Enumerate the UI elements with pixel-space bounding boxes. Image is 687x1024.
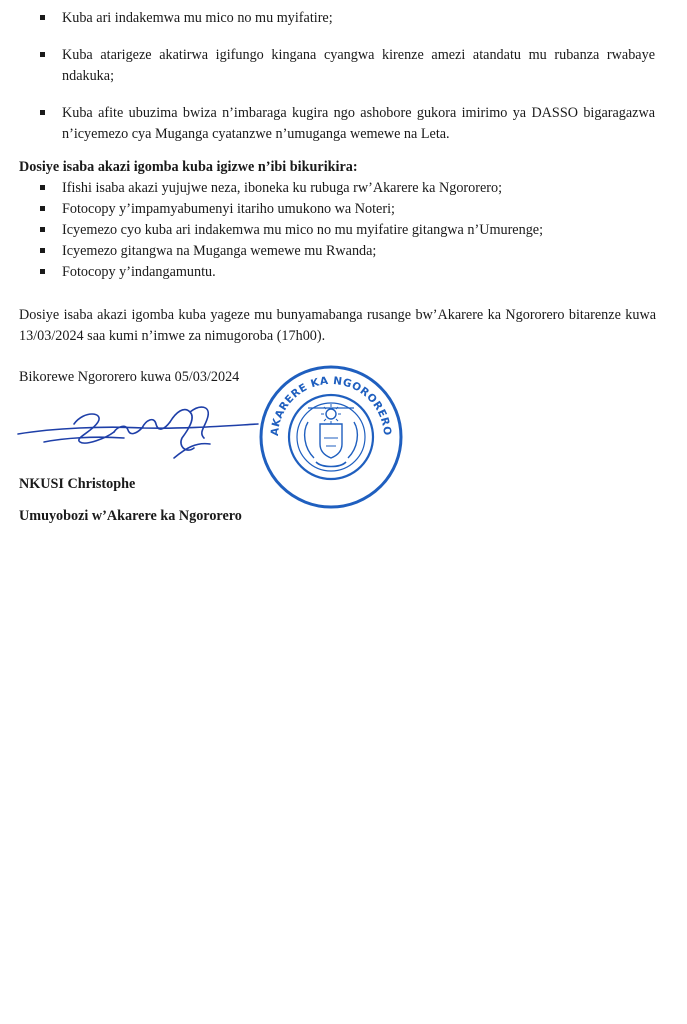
dossier-item: Icyemezo gitangwa na Muganga wemewe mu Rwanda; bbox=[38, 241, 655, 262]
dossier-item: Icyemezo cyo kuba ari indakemwa mu mico no mu myifatire gitangwa n’Umurenge; bbox=[38, 220, 655, 241]
bullet-icon bbox=[40, 206, 45, 211]
bullet-icon bbox=[40, 185, 45, 190]
dossier-heading: Dosiye isaba akazi igomba kuba igizwe n’ibi bikurikira: bbox=[19, 159, 358, 175]
bullet-icon bbox=[40, 227, 45, 232]
date-line: Bikorewe Ngororero kuwa 05/03/2024 bbox=[19, 369, 240, 385]
dossier-item: Ifishi isaba akazi yujujwe neza, iboneka ku rubuga rw’Akarere ka Ngororero; bbox=[38, 178, 655, 199]
condition-item: Kuba atarigeze akatirwa igifungo kingana cyangwa kirenze amezi atandatu mu rubanza rwabaye ndakuka; bbox=[38, 45, 655, 87]
condition-item: Kuba afite ubuzima bwiza n’imbaraga kugira ngo ashobore gukora imirimo ya DASSO bigaragazwa n’icyemezo cya Muganga cyatanzwe n’umuganga wemewe na Leta. bbox=[38, 103, 655, 145]
signer-name: NKUSI Christophe bbox=[19, 476, 136, 492]
signature-mark bbox=[14, 398, 264, 478]
condition-item: Kuba ari indakemwa mu mico no mu myifatire; bbox=[38, 8, 655, 29]
bullet-icon bbox=[40, 269, 45, 274]
stamp-arc-text: AKARERE KA NGORORERO bbox=[268, 374, 394, 437]
bullet-icon bbox=[40, 15, 45, 20]
district-stamp bbox=[256, 362, 406, 512]
deadline-paragraph: Dosiye isaba akazi igomba kuba yageze mu bunyamabanga rusange bw’Akarere ka Ngororero bitarenze kuwa 13/03/2024 saa kumi n’imwe za nimugoroba (17h00). bbox=[19, 307, 656, 344]
bullet-icon bbox=[40, 110, 45, 115]
dossier-item: Fotocopy y’indangamuntu. bbox=[38, 262, 655, 283]
conditions-list bbox=[38, 8, 655, 161]
dossier-list bbox=[38, 178, 655, 283]
signer-title: Umuyobozi w’Akarere ka Ngororero bbox=[19, 508, 242, 524]
bullet-icon bbox=[40, 52, 45, 57]
dossier-item: Fotocopy y’impamyabumenyi itariho umukono wa Noteri; bbox=[38, 199, 655, 220]
bullet-icon bbox=[40, 248, 45, 253]
